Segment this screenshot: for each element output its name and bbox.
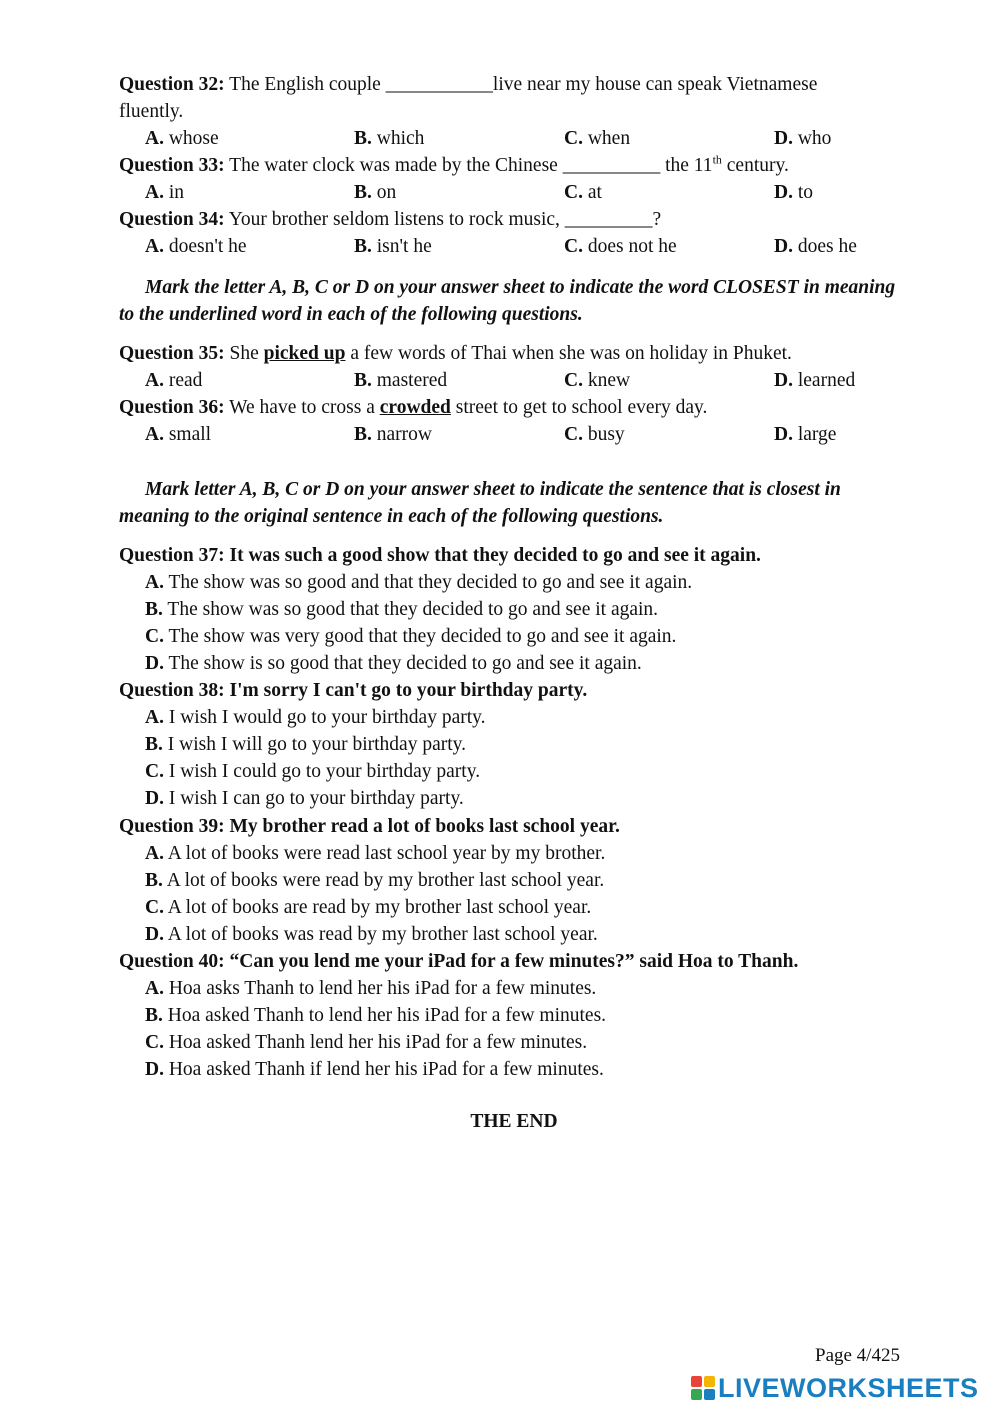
logo-mark-icon [691,1376,715,1400]
option-b[interactable]: B. isn't he [354,236,432,257]
section-instruction: Mark the letter A, B, C or D on your answer sheet to indicate the word CLOSEST in meaning to the underlined word in each of the following questions. [119,277,896,325]
option-b[interactable]: B. Hoa asked Thanh to lend her his iPad for a few minutes. [145,1005,607,1026]
option-b[interactable]: B. mastered [354,370,448,391]
question-40: Question 40: “Can you lend me your iPad for a few minutes?” said Hoa to Thanh. [119,951,799,972]
option-c[interactable]: C. busy [564,424,625,445]
question-39: Question 39: My brother read a lot of books last school year. [119,816,620,837]
question-36: Question 36: We have to cross a crowded street to get to school every day. [119,397,708,418]
option-a[interactable]: A. in [145,182,185,203]
underlined-word: picked up [263,343,346,364]
liveworksheets-logo[interactable] [691,1374,979,1402]
option-c[interactable]: C. when [564,128,631,149]
question-32: Question 32: The English couple ___________live near my house can speak Vietnamese [119,74,818,95]
option-c[interactable]: C. I wish I could go to your birthday party. [145,761,481,782]
option-d[interactable]: D. I wish I can go to your birthday party. [145,788,464,809]
option-a[interactable]: A. A lot of books were read last school year by my brother. [145,843,606,864]
option-c[interactable]: C. Hoa asked Thanh lend her his iPad for a few minutes. [145,1032,588,1053]
option-d[interactable]: D. The show is so good that they decided to go and see it again. [145,653,642,674]
option-c[interactable]: C. knew [564,370,631,391]
section-instruction: Mark letter A, B, C or D on your answer sheet to indicate the sentence that is closest in meaning to the original sentence in each of the following questions. [119,479,841,527]
option-b[interactable]: B. which [354,128,425,149]
underlined-word: crowded [379,397,451,418]
question-35: Question 35: She picked up a few words of Thai when she was on holiday in Phuket. [119,343,792,364]
option-b[interactable]: B. The show was so good that they decided to go and see it again. [145,599,659,620]
option-a[interactable]: A. read [145,370,203,391]
option-d[interactable]: D. does he [774,236,857,257]
question-32-continued: fluently. [119,101,184,122]
option-a[interactable]: A. small [145,424,212,445]
option-a[interactable]: A. whose [145,128,219,149]
option-a[interactable]: A. The show was so good and that they decided to go and see it again. [145,572,693,593]
question-37: Question 37: It was such a good show that they decided to go and see it again. [119,545,761,566]
option-c[interactable]: C. does not he [564,236,677,257]
question-34: Question 34: Your brother seldom listens to rock music, _________? [119,209,662,230]
option-c[interactable]: C. A lot of books are read by my brother last school year. [145,897,592,918]
question-33: Question 33: The water clock was made by the Chinese __________ the 11th century. [119,152,789,176]
option-d[interactable]: D. learned [774,370,856,391]
option-a[interactable]: A. I wish I would go to your birthday party. [145,707,486,728]
page-number: Page 4/425 [815,1345,900,1366]
the-end: THE END [470,1111,558,1132]
option-d[interactable]: D. large [774,424,837,445]
option-b[interactable]: B. on [354,182,397,203]
logo-text: LIVEWORKSHEETS [718,1372,979,1403]
option-b[interactable]: B. A lot of books were read by my brother last school year. [145,870,605,891]
option-c[interactable]: C. at [564,182,602,203]
option-b[interactable]: B. I wish I will go to your birthday party. [145,734,466,755]
option-c[interactable]: C. The show was very good that they decided to go and see it again. [145,626,677,647]
option-d[interactable]: D. who [774,128,832,149]
option-d[interactable]: D. Hoa asked Thanh if lend her his iPad for a few minutes. [145,1059,604,1080]
option-d[interactable]: D. to [774,182,814,203]
option-a[interactable]: A. Hoa asks Thanh to lend her his iPad for a few minutes. [145,978,597,999]
option-a[interactable]: A. doesn't he [145,236,247,257]
question-38: Question 38: I'm sorry I can't go to your birthday party. [119,680,588,701]
option-d[interactable]: D. A lot of books was read by my brother last school year. [145,924,598,945]
option-b[interactable]: B. narrow [354,424,432,445]
